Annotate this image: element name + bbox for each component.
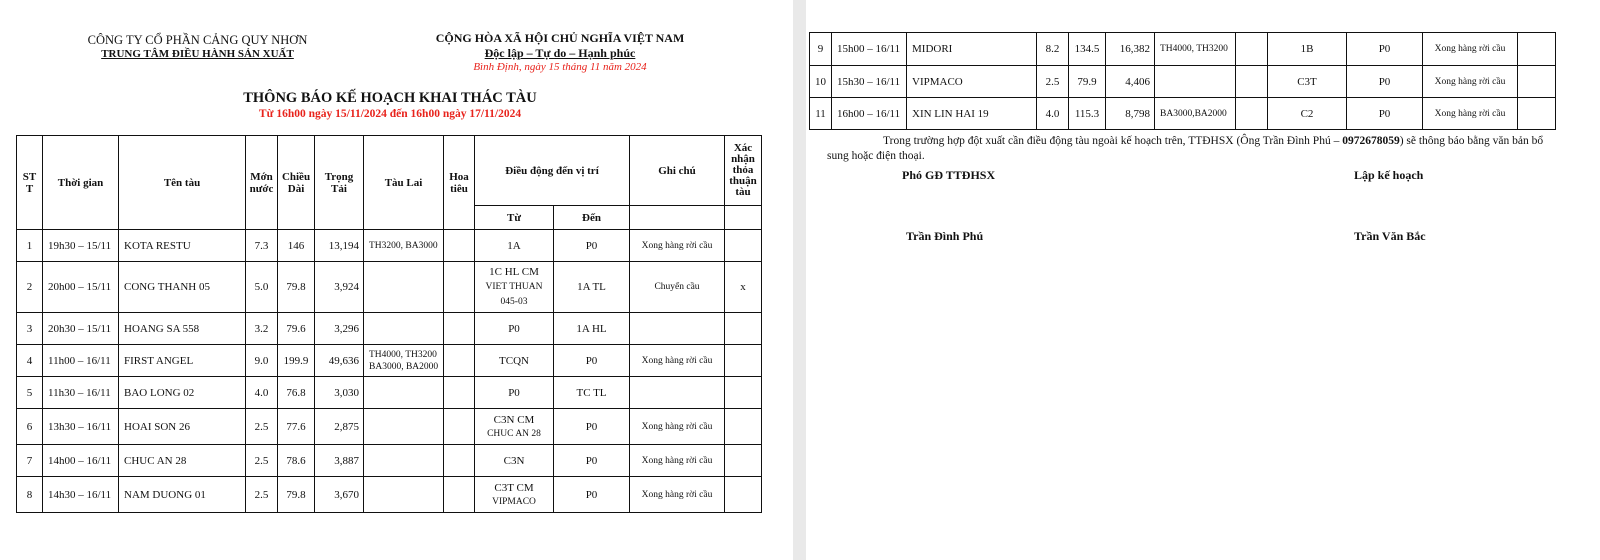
republic-title: CỘNG HÒA XÃ HỘI CHỦ NGHĨA VIỆT NAM xyxy=(435,31,685,45)
cell-tug: TH4000, TH3200 xyxy=(1155,33,1236,66)
national-header xyxy=(400,31,720,73)
cell-time: 13h30 – 16/11 xyxy=(43,409,119,445)
cell-tug xyxy=(364,377,444,409)
cell-ship: CONG THANH 05 xyxy=(119,262,246,313)
col-from: Từ xyxy=(475,206,554,230)
from-line: C3T CM xyxy=(494,481,534,494)
cell-dwt: 3,670 xyxy=(315,477,364,513)
cell-draft: 2.5 xyxy=(1037,66,1069,98)
signature-left-name: Trần Đình Phú xyxy=(906,229,984,243)
cell-note: Chuyển cầu xyxy=(630,262,725,313)
col-length: Chiều Dài xyxy=(278,136,315,230)
header-row xyxy=(17,136,762,206)
cell-dwt: 3,887 xyxy=(315,445,364,477)
cell-to: P0 xyxy=(554,477,630,513)
cell-from xyxy=(475,262,554,313)
cell-pilot xyxy=(444,377,475,409)
signature-right-title: Lập kế hoạch xyxy=(1354,168,1424,182)
cell-draft: 2.5 xyxy=(246,409,278,445)
cell-confirm xyxy=(1518,98,1556,130)
cell-draft: 2.5 xyxy=(246,445,278,477)
cell-stt: 1 xyxy=(17,230,43,262)
col-ship: Tên tàu xyxy=(119,136,246,230)
company-name: CÔNG TY CỔ PHẦN CẢNG QUY NHƠN xyxy=(87,33,308,47)
cell-dwt: 8,798 xyxy=(1106,98,1155,130)
col-time: Thời gian xyxy=(43,136,119,230)
cell-pilot xyxy=(1236,98,1268,130)
cell-confirm xyxy=(725,345,762,377)
cell-length: 146 xyxy=(278,230,315,262)
cell-dwt: 13,194 xyxy=(315,230,364,262)
department-name: TRUNG TÂM ĐIỀU HÀNH SẢN XUẤT xyxy=(101,48,294,60)
cell-time: 19h30 – 15/11 xyxy=(43,230,119,262)
table-row xyxy=(810,33,1556,66)
from-line: TCQN xyxy=(499,354,529,367)
cell-dwt: 16,382 xyxy=(1106,33,1155,66)
cell-stt: 8 xyxy=(17,477,43,513)
cell-to: P0 xyxy=(1347,98,1423,130)
table-row xyxy=(17,313,762,345)
cell-tug xyxy=(364,262,444,313)
cell-to: P0 xyxy=(1347,33,1423,66)
cell-from: C2 xyxy=(1268,98,1347,130)
cell-tug xyxy=(364,313,444,345)
cell-from xyxy=(475,230,554,262)
table-row xyxy=(17,445,762,477)
cell-tug xyxy=(1155,66,1236,98)
cell-time: 20h00 – 15/11 xyxy=(43,262,119,313)
signature-right-name: Trần Văn Bắc xyxy=(1354,229,1426,243)
cell-dwt: 3,296 xyxy=(315,313,364,345)
cell-confirm xyxy=(725,477,762,513)
cell-to: P0 xyxy=(554,230,630,262)
cell-dwt: 3,924 xyxy=(315,262,364,313)
cell-from: 1B xyxy=(1268,33,1347,66)
cell-time: 14h30 – 16/11 xyxy=(43,477,119,513)
col-confirm-empty xyxy=(725,206,762,230)
cell-pilot xyxy=(1236,33,1268,66)
cell-note: Xong hàng rời cầu xyxy=(630,409,725,445)
cell-confirm xyxy=(725,313,762,345)
cell-pilot xyxy=(444,345,475,377)
table-row xyxy=(17,477,762,513)
table-row xyxy=(17,345,762,377)
cell-note: Xong hàng rời cầu xyxy=(630,345,725,377)
cell-tug: TH4000, TH3200 BA3000, BA2000 xyxy=(364,345,444,377)
contingency-note xyxy=(827,134,1557,164)
cell-to: 1A TL xyxy=(554,262,630,313)
col-pilot: Hoa tiêu xyxy=(444,136,475,230)
from-line: C3N xyxy=(503,454,525,467)
col-note-empty xyxy=(630,206,725,230)
cell-pilot xyxy=(444,262,475,313)
cell-time: 15h30 – 16/11 xyxy=(832,66,907,98)
table-row xyxy=(810,66,1556,98)
cell-draft: 3.2 xyxy=(246,313,278,345)
table-row xyxy=(17,230,762,262)
cell-time: 15h00 – 16/11 xyxy=(832,33,907,66)
table-row xyxy=(17,262,762,313)
cell-confirm xyxy=(1518,66,1556,98)
cell-from xyxy=(475,377,554,409)
cell-stt: 6 xyxy=(17,409,43,445)
cell-length: 79.8 xyxy=(278,262,315,313)
cell-dwt: 3,030 xyxy=(315,377,364,409)
cell-pilot xyxy=(444,313,475,345)
col-dwt: Trọng Tải xyxy=(315,136,364,230)
col-stt: ST T xyxy=(17,136,43,230)
from-line-2: VIPMACO xyxy=(492,496,536,507)
schedule-table-continued xyxy=(809,32,1556,130)
col-note: Ghi chú xyxy=(630,136,725,206)
cell-from: C3T xyxy=(1268,66,1347,98)
from-line: C3N CM xyxy=(493,413,535,426)
cell-ship: HOAI SON 26 xyxy=(119,409,246,445)
cell-note xyxy=(630,313,725,345)
cell-confirm xyxy=(725,445,762,477)
cell-ship: HOANG SA 558 xyxy=(119,313,246,345)
cell-ship: CHUC AN 28 xyxy=(119,445,246,477)
place-date: Bình Định, ngày 15 tháng 11 năm 2024 xyxy=(473,61,647,73)
cell-pilot xyxy=(444,409,475,445)
cell-dwt: 4,406 xyxy=(1106,66,1155,98)
cell-time: 16h00 – 16/11 xyxy=(832,98,907,130)
cell-stt: 4 xyxy=(17,345,43,377)
cell-confirm xyxy=(1518,33,1556,66)
cell-time: 20h30 – 15/11 xyxy=(43,313,119,345)
cell-tug: BA3000,BA2000 xyxy=(1155,98,1236,130)
cell-ship: FIRST ANGEL xyxy=(119,345,246,377)
col-draft: Mớn nước xyxy=(246,136,278,230)
col-confirm: Xác nhận thỏa thuận tàu xyxy=(725,136,762,206)
cell-from xyxy=(475,445,554,477)
cell-time: 11h00 – 16/11 xyxy=(43,345,119,377)
cell-tug xyxy=(364,445,444,477)
cell-to: P0 xyxy=(554,345,630,377)
col-to: Đến xyxy=(554,206,630,230)
cell-note xyxy=(630,377,725,409)
cell-confirm xyxy=(725,230,762,262)
cell-confirm xyxy=(725,409,762,445)
cell-ship: XIN LIN HAI 19 xyxy=(907,98,1037,130)
cell-stt: 7 xyxy=(17,445,43,477)
cell-draft: 5.0 xyxy=(246,262,278,313)
cell-stt: 3 xyxy=(17,313,43,345)
cell-to: 1A HL xyxy=(554,313,630,345)
cell-draft: 4.0 xyxy=(1037,98,1069,130)
table-row xyxy=(17,409,762,445)
cell-from xyxy=(475,409,554,445)
table-row xyxy=(810,98,1556,130)
cell-length: 76.8 xyxy=(278,377,315,409)
cell-to: P0 xyxy=(554,409,630,445)
cell-length: 77.6 xyxy=(278,409,315,445)
cell-draft: 9.0 xyxy=(246,345,278,377)
note-text-after: ) sẽ thông báo bằng văn bản bổ sung hoặc điện thoại. xyxy=(827,135,1544,162)
cell-draft: 8.2 xyxy=(1037,33,1069,66)
cell-from xyxy=(475,345,554,377)
cell-note: Xong hàng rời cầu xyxy=(630,477,725,513)
document-page-1 xyxy=(0,0,793,560)
from-line: P0 xyxy=(508,386,520,399)
cell-ship: NAM DUONG 01 xyxy=(119,477,246,513)
cell-to: TC TL xyxy=(554,377,630,409)
cell-confirm xyxy=(725,377,762,409)
from-line-2: CHUC AN 28 xyxy=(487,428,541,439)
cell-from xyxy=(475,313,554,345)
cell-pilot xyxy=(1236,66,1268,98)
period-subtitle: Từ 16h00 ngày 15/11/2024 đến 16h00 ngày 17/11/2024 xyxy=(258,108,522,120)
cell-draft: 2.5 xyxy=(246,477,278,513)
signature-left-title: Phó GĐ TTĐHSX xyxy=(902,168,996,182)
cell-ship: BAO LONG 02 xyxy=(119,377,246,409)
cell-to: P0 xyxy=(1347,66,1423,98)
from-line: P0 xyxy=(508,322,520,335)
schedule-table xyxy=(16,135,762,513)
cell-dwt: 2,875 xyxy=(315,409,364,445)
cell-length: 134.5 xyxy=(1069,33,1106,66)
motto: Độc lập – Tự do – Hạnh phúc xyxy=(484,46,636,60)
cell-length: 115.3 xyxy=(1069,98,1106,130)
cell-pilot xyxy=(444,477,475,513)
cell-stt: 5 xyxy=(17,377,43,409)
cell-stt: 2 xyxy=(17,262,43,313)
note-text-before: Trong trường hợp đột xuất cần điều động tàu ngoài kế hoạch trên, TTĐHSX (Ông Trần Đình Phú – xyxy=(883,135,1343,147)
col-move: Điều động đến vị trí xyxy=(475,136,630,206)
col-tug: Tàu Lai xyxy=(364,136,444,230)
cell-note: Xong hàng rời cầu xyxy=(1423,98,1518,130)
cell-length: 79.8 xyxy=(278,477,315,513)
cell-note: Xong hàng rời cầu xyxy=(1423,66,1518,98)
cell-dwt: 49,636 xyxy=(315,345,364,377)
cell-note: Xong hàng rời cầu xyxy=(630,230,725,262)
cell-tug xyxy=(364,409,444,445)
cell-from xyxy=(475,477,554,513)
cell-note: Xong hàng rời cầu xyxy=(630,445,725,477)
cell-time: 14h00 – 16/11 xyxy=(43,445,119,477)
cell-stt: 9 xyxy=(810,33,832,66)
from-line-2: VIET THUAN 045-03 xyxy=(485,281,543,307)
cell-tug xyxy=(364,477,444,513)
cell-ship: MIDORI xyxy=(907,33,1037,66)
cell-confirm: x xyxy=(725,262,762,313)
cell-draft: 4.0 xyxy=(246,377,278,409)
cell-length: 79.6 xyxy=(278,313,315,345)
from-line: 1C HL CM xyxy=(489,265,539,278)
cell-draft: 7.3 xyxy=(246,230,278,262)
cell-length: 199.9 xyxy=(278,345,315,377)
cell-stt: 10 xyxy=(810,66,832,98)
note-phone: 0972678059 xyxy=(1342,135,1400,147)
cell-length: 78.6 xyxy=(278,445,315,477)
cell-note: Xong hàng rời cầu xyxy=(1423,33,1518,66)
cell-ship: KOTA RESTU xyxy=(119,230,246,262)
cell-to: P0 xyxy=(554,445,630,477)
company-header xyxy=(40,33,355,60)
from-line: 1A xyxy=(507,239,521,252)
table-row xyxy=(17,377,762,409)
cell-tug: TH3200, BA3000 xyxy=(364,230,444,262)
cell-pilot xyxy=(444,230,475,262)
cell-ship: VIPMACO xyxy=(907,66,1037,98)
document-title: THÔNG BÁO KẾ HOẠCH KHAI THÁC TÀU xyxy=(243,90,537,106)
cell-pilot xyxy=(444,445,475,477)
cell-time: 11h30 – 16/11 xyxy=(43,377,119,409)
cell-length: 79.9 xyxy=(1069,66,1106,98)
cell-stt: 11 xyxy=(810,98,832,130)
